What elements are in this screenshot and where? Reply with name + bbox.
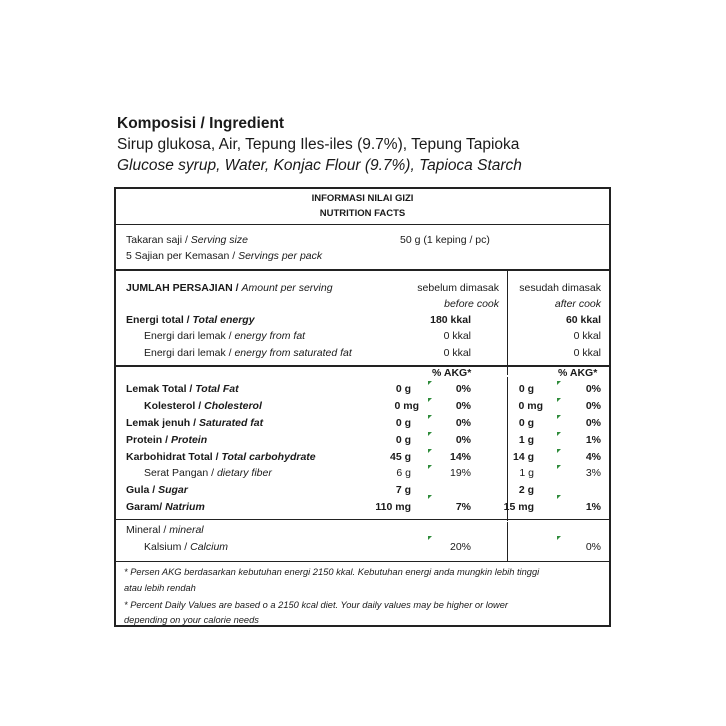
energy-from-sat-fat-label: Energi dari lemak / energy from saturated fat (144, 347, 352, 359)
footnote-id-line2: atau lebih rendah (124, 583, 196, 593)
total-carbohydrate-before-akg: 14% (449, 451, 471, 463)
before-cook-label-id: sebelum dimasak (417, 282, 499, 294)
total-fat-after-akg: 0% (585, 383, 601, 395)
cholesterol-before-amount: 0 mg (394, 400, 419, 412)
composition-indonesian: Sirup glukosa, Air, Tepung Iles-iles (9.7%), Tepung Tapioka (117, 136, 520, 153)
cholesterol-after-amount: 0 mg (518, 400, 543, 412)
total-carbohydrate-label: Karbohidrat Total / Total carbohydrate (126, 451, 316, 463)
dietary-fiber-before-akg: 19% (449, 467, 471, 479)
saturated-fat-after-amount: 0 g (518, 417, 534, 429)
cholesterol-after-akg: 0% (585, 400, 601, 412)
servings-per-pack: 5 Sajian per Kemasan / Servings per pack (126, 250, 323, 262)
divider (116, 365, 609, 367)
serving-size-value: 50 g (1 keping / pc) (400, 234, 490, 246)
tick-mark (557, 465, 561, 469)
footnote-en-line1: * Percent Daily Values are based o a 2150 kcal diet. Your daily values may be higher or lower (124, 600, 508, 610)
sodium-after-amount: 15 mg (503, 501, 534, 513)
calcium-label: Kalsium / Calcium (144, 541, 229, 553)
tick-mark (557, 432, 561, 436)
calcium-after-akg: 0% (585, 541, 601, 553)
saturated-fat-label: Lemak jenuh / Saturated fat (126, 417, 264, 429)
saturated-fat-before-akg: 0% (455, 417, 471, 429)
sugar-before-amount: 7 g (395, 484, 411, 496)
divider (116, 224, 609, 225)
tick-mark (428, 495, 432, 499)
saturated-fat-after-akg: 0% (585, 417, 601, 429)
tick-mark (428, 432, 432, 436)
tick-mark (428, 465, 432, 469)
divider (116, 519, 609, 520)
tick-mark (428, 415, 432, 419)
energy-from-sat-fat-before: 0 kkal (443, 347, 471, 359)
sodium-label: Garam/ Natrium (126, 501, 205, 513)
protein-before-akg: 0% (455, 434, 471, 446)
serving-size-label: Takaran saji / Serving size (126, 234, 248, 246)
tick-mark (557, 449, 561, 453)
energy-from-fat-label: Energi dari lemak / energy from fat (144, 330, 306, 342)
tick-mark (557, 381, 561, 385)
akg-header-after: % AKG* (558, 367, 598, 379)
energy-from-fat-after: 0 kkal (573, 330, 601, 342)
footnote-id-line1: * Persen AKG berdasarkan kebutuhan energi 2150 kkal. Kebutuhan energi anda mungkin lebih tinggi (124, 567, 540, 577)
protein-before-amount: 0 g (395, 434, 411, 446)
protein-after-akg: 1% (585, 434, 601, 446)
amount-per-serving-label: JUMLAH PERSAJIAN / Amount per serving (126, 282, 333, 294)
total-fat-after-amount: 0 g (518, 383, 534, 395)
tick-mark (557, 495, 561, 499)
cholesterol-before-akg: 0% (455, 400, 471, 412)
sodium-before-akg: 7% (455, 501, 471, 513)
energy-from-sat-fat-after: 0 kkal (573, 347, 601, 359)
akg-header-before: % AKG* (432, 367, 472, 379)
cholesterol-label: Kolesterol / Cholesterol (144, 400, 262, 412)
sugar-after-amount: 2 g (518, 484, 534, 496)
tick-mark (428, 536, 432, 540)
energy-total-before: 180 kkal (430, 314, 471, 326)
dietary-fiber-after-amount: 1 g (519, 467, 534, 479)
tick-mark (557, 398, 561, 402)
calcium-before-akg: 20% (449, 541, 471, 553)
mineral-label: Mineral / mineral (126, 524, 204, 536)
saturated-fat-before-amount: 0 g (395, 417, 411, 429)
composition-english: Glucose syrup, Water, Konjac Flour (9.7%), Tapioca Starch (117, 157, 522, 174)
column-divider (507, 270, 508, 375)
column-divider (507, 377, 508, 521)
composition-title: Komposisi / Ingredient (117, 115, 285, 132)
before-cook-label-en: before cook (444, 298, 499, 310)
footnote-en-line2: depending on your calorie needs (124, 615, 259, 625)
after-cook-label-id: sesudah dimasak (519, 282, 601, 294)
energy-from-fat-before: 0 kkal (443, 330, 471, 342)
dietary-fiber-before-amount: 6 g (396, 467, 411, 479)
total-fat-label: Lemak Total / Total Fat (126, 383, 239, 395)
dietary-fiber-after-akg: 3% (585, 467, 601, 479)
total-fat-before-akg: 0% (455, 383, 471, 395)
energy-total-label: Energi total / Total energy (126, 314, 255, 326)
tick-mark (428, 398, 432, 402)
panel-title-en: NUTRITION FACTS (319, 208, 406, 219)
sodium-after-akg: 1% (585, 501, 601, 513)
total-carbohydrate-before-amount: 45 g (389, 451, 411, 463)
protein-after-amount: 1 g (518, 434, 534, 446)
tick-mark (557, 536, 561, 540)
divider (116, 269, 609, 271)
panel-title-id: INFORMASI NILAI GIZI (311, 193, 414, 204)
total-carbohydrate-after-akg: 4% (585, 451, 601, 463)
sodium-before-amount: 110 mg (375, 501, 411, 513)
tick-mark (428, 381, 432, 385)
dietary-fiber-label: Serat Pangan / dietary fiber (144, 467, 272, 479)
nutrition-facts-panel (114, 187, 611, 627)
energy-total-after: 60 kkal (565, 314, 601, 326)
tick-mark (428, 449, 432, 453)
total-carbohydrate-after-amount: 14 g (512, 451, 534, 463)
column-divider (507, 522, 508, 562)
total-fat-before-amount: 0 g (395, 383, 411, 395)
protein-label: Protein / Protein (126, 434, 208, 446)
tick-mark (557, 415, 561, 419)
after-cook-label-en: after cook (554, 298, 601, 310)
divider (116, 561, 609, 562)
sugar-label: Gula / Sugar (126, 484, 188, 496)
